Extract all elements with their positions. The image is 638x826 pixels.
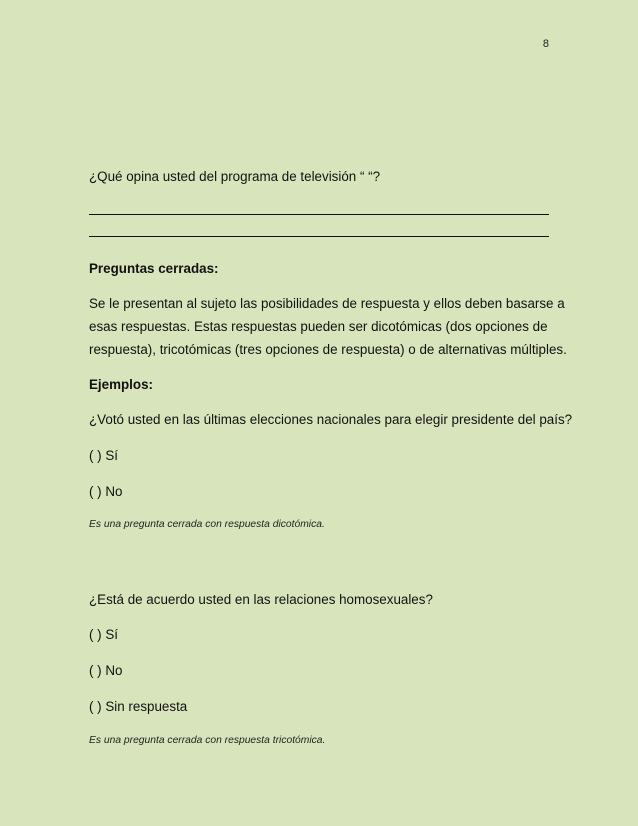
closed-paragraph-line: esas respuestas. Estas respuestas pueden ser dicotómicas (dos opciones de (89, 319, 548, 334)
example2-option-no: ( ) No (89, 663, 123, 678)
example2-caption: Es una pregunta cerrada con respuesta tricotómica. (89, 735, 326, 746)
open-question: ¿Qué opina usted del programa de televisión “ “? (89, 169, 381, 184)
answer-line-1 (89, 214, 549, 215)
example2-question: ¿Está de acuerdo usted en las relaciones homosexuales? (89, 592, 433, 607)
example2-option-sin-respuesta: ( ) Sin respuesta (89, 699, 188, 714)
examples-heading: Ejemplos: (89, 377, 153, 392)
closed-questions-heading: Preguntas cerradas: (89, 261, 219, 276)
answer-line-2 (89, 236, 549, 237)
closed-paragraph-line: respuesta), tricotómicas (tres opciones de respuesta) o de alternativas múltiples. (89, 342, 567, 357)
closed-paragraph-line: Se le presentan al sujeto las posibilidades de respuesta y ellos deben basarse a (89, 296, 565, 311)
page-number: 8 (542, 38, 549, 50)
example1-option-no: ( ) No (89, 484, 123, 499)
example1-caption: Es una pregunta cerrada con respuesta dicotómica. (89, 519, 325, 530)
example2-option-si: ( ) Sí (89, 627, 119, 642)
example1-option-si: ( ) Sí (89, 448, 119, 463)
example1-question: ¿Votó usted en las últimas elecciones nacionales para elegir presidente del país? (89, 412, 573, 427)
